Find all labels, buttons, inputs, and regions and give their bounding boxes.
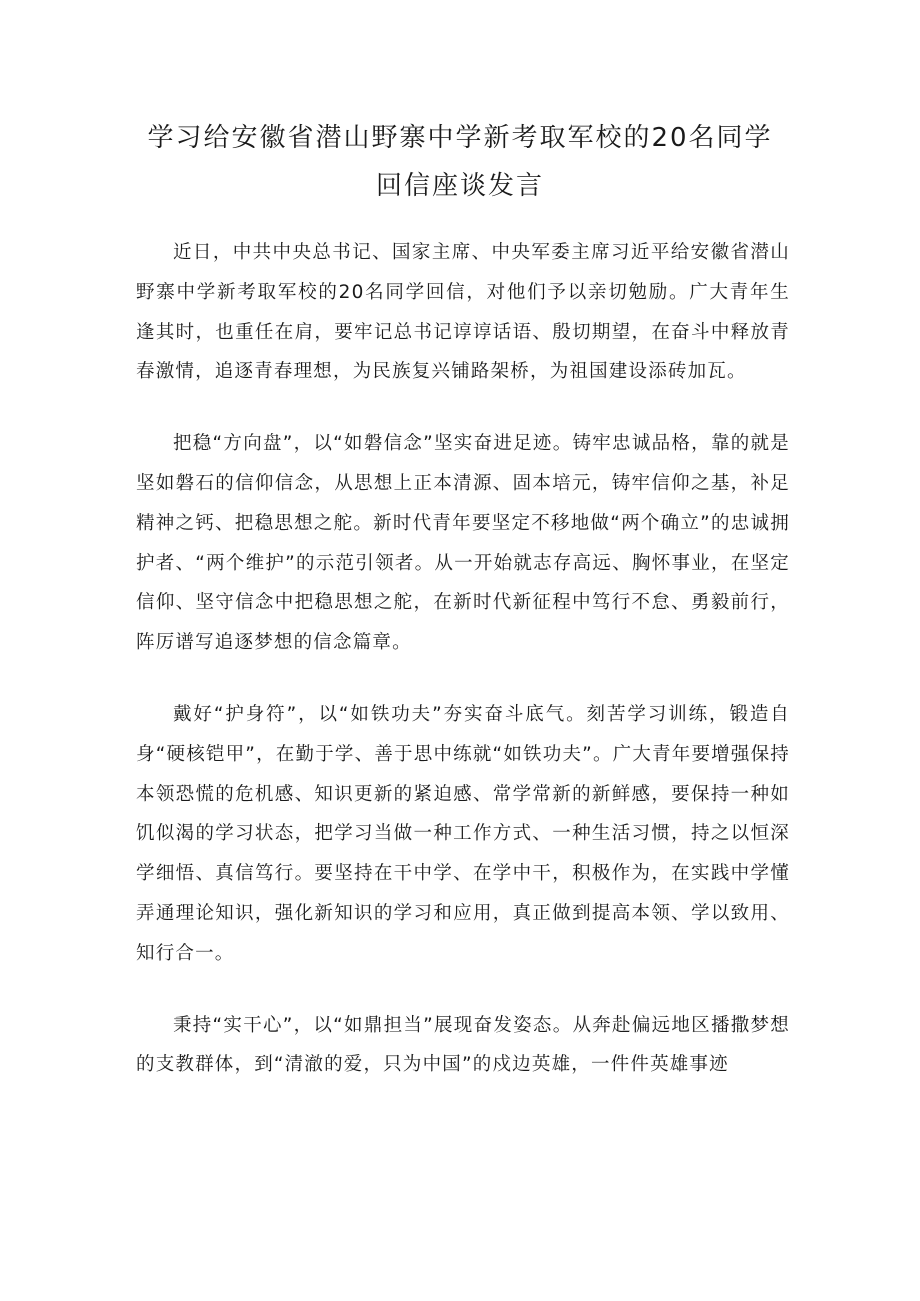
document-title-line-2: 回信座谈发言	[375, 171, 544, 201]
paragraph-3: 戴好“护身符”，以“如铁功夫”夯实奋斗底气。刻苦学习训练，锻造自身“硬核铠甲”，在勤于学、善于思中练就“如铁功夫”。广大青年要增强保持本领恐慌的危机感、知识更新的紧迫感、常学常新的新鲜感，要保持一种如饥似渴的学习状态，把学习当做一种工作方式、一种生活习惯，持之以恒深学细悟、真信笃行。要坚持在干中学、在学中干，积极作为，在实践中学懂弄通理论知识，强化新知识的学习和应用，真正做到提高本领、学以致用、知行合一。	[136, 703, 790, 964]
document-title-line-1: 学习给安徽省潜山野寨中学新考取军校的20名同学	[147, 123, 773, 153]
paragraph-2: 把稳“方向盘”，以“如磐信念”坚实奋进足迹。铸牢忠诚品格，靠的就是坚如磐石的信仰信念，从思想上正本清源、固本培元，铸牢信仰之基，补足精神之钙、把稳思想之舵。新时代青年要坚定不移地做“两个确立”的忠诚拥护者、“两个维护”的示范引领者。从一开始就志存高远、胸怀事业，在坚定信仰、坚守信念中把稳思想之舵，在新时代新征程中笃行不怠、勇毅前行，阵厉谱写追逐梦想的信念篇章。	[136, 433, 790, 654]
document-body	[136, 233, 790, 1117]
paragraph-4: 秉持“实干心”，以“如鼎担当”展现奋发姿态。从奔赴偏远地区播撒梦想的支教群体，到“清澈的爱，只为中国”的戍边英雄，一件件英雄事迹	[136, 1014, 790, 1076]
paragraph-1: 近日，中共中央总书记、国家主席、中央军委主席习近平给安徽省潜山野寨中学新考取军校的20名同学回信，对他们予以亲切勉励。广大青年生逢其时，也重任在肩，要牢记总书记谆谆话语、殷切期望，在奋斗中释放青春激情，追逐青春理想，为民族复兴铺路架桥，为祖国建设添砖加瓦。	[136, 242, 790, 383]
